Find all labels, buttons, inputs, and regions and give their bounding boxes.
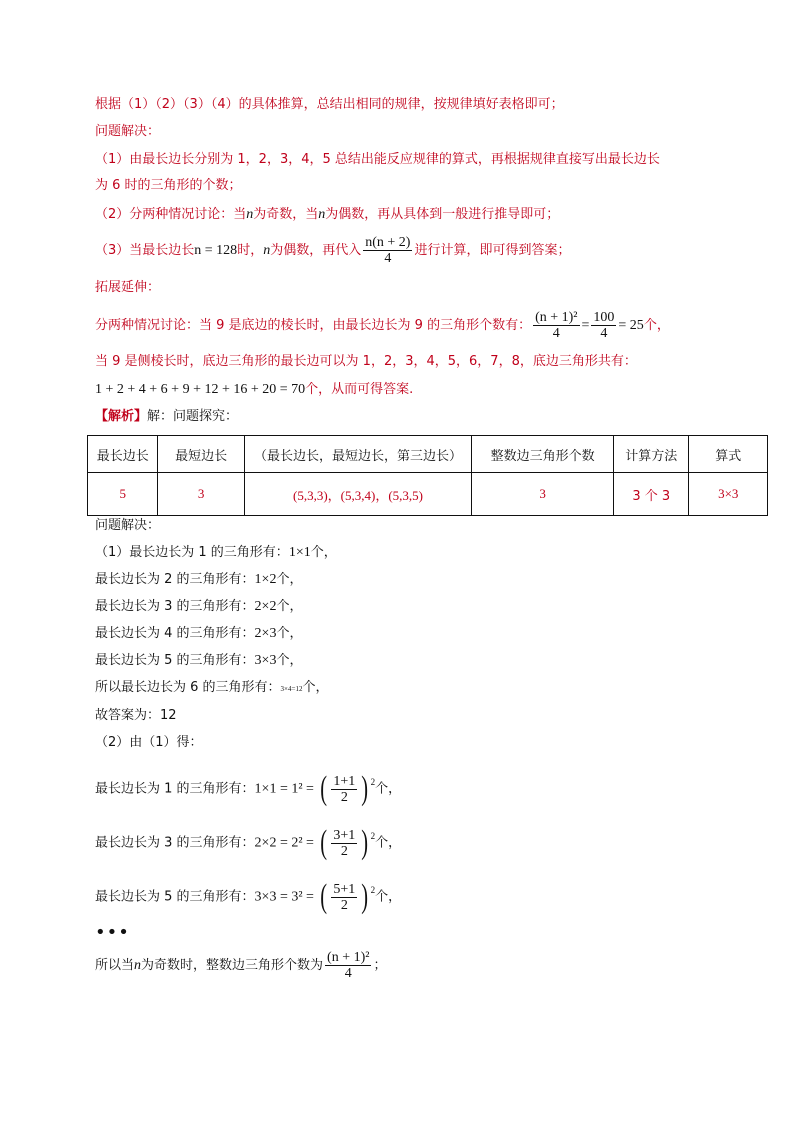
text-seg: 为偶数，再代入	[270, 243, 362, 258]
fraction	[331, 882, 357, 913]
fraction	[591, 310, 616, 341]
text-seg: 个，	[375, 835, 402, 851]
math-var: n	[246, 207, 254, 222]
text-line	[95, 772, 401, 806]
denominator: 4	[344, 966, 352, 981]
text-seg: （2）分两种情况讨论：当	[95, 207, 247, 222]
math-expr: 2×3	[254, 626, 277, 641]
math-expr: 3×4=12	[280, 685, 303, 693]
text-line: 当 9 是侧棱长时，底边三角形的最长边可以为 1，2，3，4，5，6，7，8，底边三角形共有：	[95, 354, 637, 369]
text-seg: 个，	[276, 653, 303, 668]
text-seg: （3）当最长边长	[95, 243, 195, 258]
text-line	[95, 235, 570, 266]
text-seg: 个，	[310, 545, 337, 560]
numerator: (n + 1)²	[535, 310, 578, 325]
math-expr: 2×2	[254, 599, 277, 614]
exponent: 2	[370, 831, 376, 841]
fraction	[325, 950, 371, 981]
text-seg: 个，从而可得答案.	[305, 382, 414, 397]
text-line: 问题解决：	[95, 124, 161, 139]
math-expr: 1 + 2 + 4 + 6 + 9 + 12 + 16 + 20 = 70	[95, 382, 306, 397]
denominator: 4	[384, 251, 392, 266]
math-var: n	[318, 207, 326, 222]
math-expr: 1×1 = 1² =	[254, 781, 314, 797]
text-line	[95, 597, 302, 617]
text-seg: 最长边长为 3 的三角形有：	[95, 835, 255, 851]
fraction	[363, 235, 412, 266]
denominator: 4	[552, 326, 560, 341]
text-seg: 个，	[375, 889, 402, 905]
text-line	[95, 310, 670, 341]
fraction	[331, 774, 357, 805]
power-paren	[318, 772, 375, 806]
text-seg: 个，	[375, 781, 402, 797]
exponent: 2	[370, 885, 376, 895]
text-seg: ；	[373, 958, 387, 973]
text-line	[95, 624, 302, 644]
denominator: 2	[340, 897, 348, 913]
text-seg: 个，	[276, 626, 303, 641]
numerator: (n + 1)²	[327, 950, 370, 965]
power-paren	[318, 880, 375, 914]
text-line: （2）由（1）得：	[95, 735, 203, 750]
text-seg: 最长边长为 5 的三角形有：	[95, 889, 255, 905]
table-cell: 3	[472, 473, 614, 516]
text-seg: 分两种情况讨论：当 9 是底边的棱长时，由最长边长为 9 的三角形个数有：	[95, 318, 532, 333]
text-seg: 为奇数，当	[253, 207, 319, 222]
text-line	[95, 678, 328, 699]
numerator: n(n + 2)	[365, 235, 411, 250]
right-paren: )	[361, 770, 369, 807]
text-line: 为 6 时的三角形的个数；	[95, 178, 242, 193]
math-expr: n = 128	[194, 243, 238, 258]
left-paren: (	[320, 824, 328, 861]
math-expr: 1×2	[254, 572, 277, 587]
denominator: 2	[340, 843, 348, 859]
text-seg: 为偶数，再从具体到一般进行推导即可；	[325, 207, 560, 222]
table-cell: 3 个 3	[614, 473, 689, 516]
text-line	[95, 205, 559, 225]
text-line	[95, 950, 386, 981]
table-header-cell: 算式	[689, 436, 768, 473]
table-header-cell: 最短边长	[158, 436, 244, 473]
right-paren: )	[361, 878, 369, 915]
text-seg: （1）最长边长为 1 的三角形有：	[95, 545, 289, 560]
text-line	[95, 570, 302, 590]
math-expr: 2×2 = 2² =	[254, 835, 314, 851]
data-table	[87, 435, 768, 516]
text-line	[95, 651, 302, 671]
math-expr: 1×1	[288, 545, 311, 560]
text-seg: 个，	[643, 318, 670, 333]
text-seg: 个，	[276, 572, 303, 587]
equals: =	[581, 318, 590, 333]
text-line	[95, 826, 401, 860]
denominator: 2	[340, 789, 348, 805]
table-header-cell: 整数边三角形个数	[472, 436, 614, 473]
text-line: 问题解决：	[95, 518, 161, 533]
right-paren: )	[361, 824, 369, 861]
math-var: n	[263, 243, 271, 258]
numerator: 1+1	[333, 773, 356, 789]
text-seg: 解：问题探究：	[147, 409, 239, 424]
text-seg: 时，	[237, 243, 264, 258]
table-cell: 5	[88, 473, 158, 516]
text-line: 拓展延伸：	[95, 280, 161, 295]
text-seg: 最长边长为 5 的三角形有：	[95, 653, 255, 668]
text-seg: 进行计算，即可得到答案；	[414, 243, 571, 258]
numerator: 5+1	[333, 881, 356, 897]
text-seg: 所以最长边长为 6 的三角形有：	[95, 680, 281, 695]
text-line: 故答案为：12	[95, 708, 177, 723]
text-seg: 最长边长为 1 的三角形有：	[95, 781, 255, 797]
table-header-row	[88, 436, 768, 473]
exponent: 2	[370, 777, 376, 787]
table-row	[88, 473, 768, 516]
table-header-cell: （最长边长，最短边长，第三边长）	[244, 436, 471, 473]
text-seg: 个，	[276, 599, 303, 614]
text-seg: 为奇数时，整数边三角形个数为	[141, 958, 324, 973]
text-seg: 个，	[302, 680, 329, 695]
denominator: 4	[600, 326, 608, 341]
text-line: （1）由最长边长分别为 1，2，3，4，5 总结出能反应规律的算式，再根据规律直接写出最长边长	[95, 152, 660, 167]
table-header-cell: 计算方法	[614, 436, 689, 473]
table-cell: (5,3,3)，(5,3,4)，(5,3,5)	[244, 473, 471, 516]
ellipsis-dots: •••	[95, 922, 130, 943]
math-var: n	[134, 958, 142, 973]
math-expr: 3×3 = 3² =	[254, 889, 314, 905]
table-header-cell: 最长边长	[88, 436, 158, 473]
text-seg: 最长边长为 4 的三角形有：	[95, 626, 255, 641]
text-line	[95, 543, 337, 563]
table-cell: 3	[158, 473, 244, 516]
text-line	[95, 880, 401, 914]
left-paren: (	[320, 770, 328, 807]
left-paren: (	[320, 878, 328, 915]
text-line: 根据（1）（2）（3）（4）的具体推算，总结出相同的规律，按规律填好表格即可；	[95, 97, 564, 112]
text-line	[95, 407, 238, 427]
text-line	[95, 380, 413, 400]
fraction	[331, 828, 357, 859]
text-seg: 所以当	[95, 958, 135, 973]
math-expr: = 25	[618, 318, 644, 333]
text-seg: 最长边长为 2 的三角形有：	[95, 572, 255, 587]
power-paren	[318, 826, 375, 860]
analysis-tag: 【解析】	[95, 409, 148, 424]
text-seg: 最长边长为 3 的三角形有：	[95, 599, 255, 614]
table-cell: 3×3	[689, 473, 768, 516]
math-expr: 3×3	[254, 653, 277, 668]
fraction	[533, 310, 579, 341]
numerator: 3+1	[333, 827, 356, 843]
numerator: 100	[593, 310, 615, 325]
